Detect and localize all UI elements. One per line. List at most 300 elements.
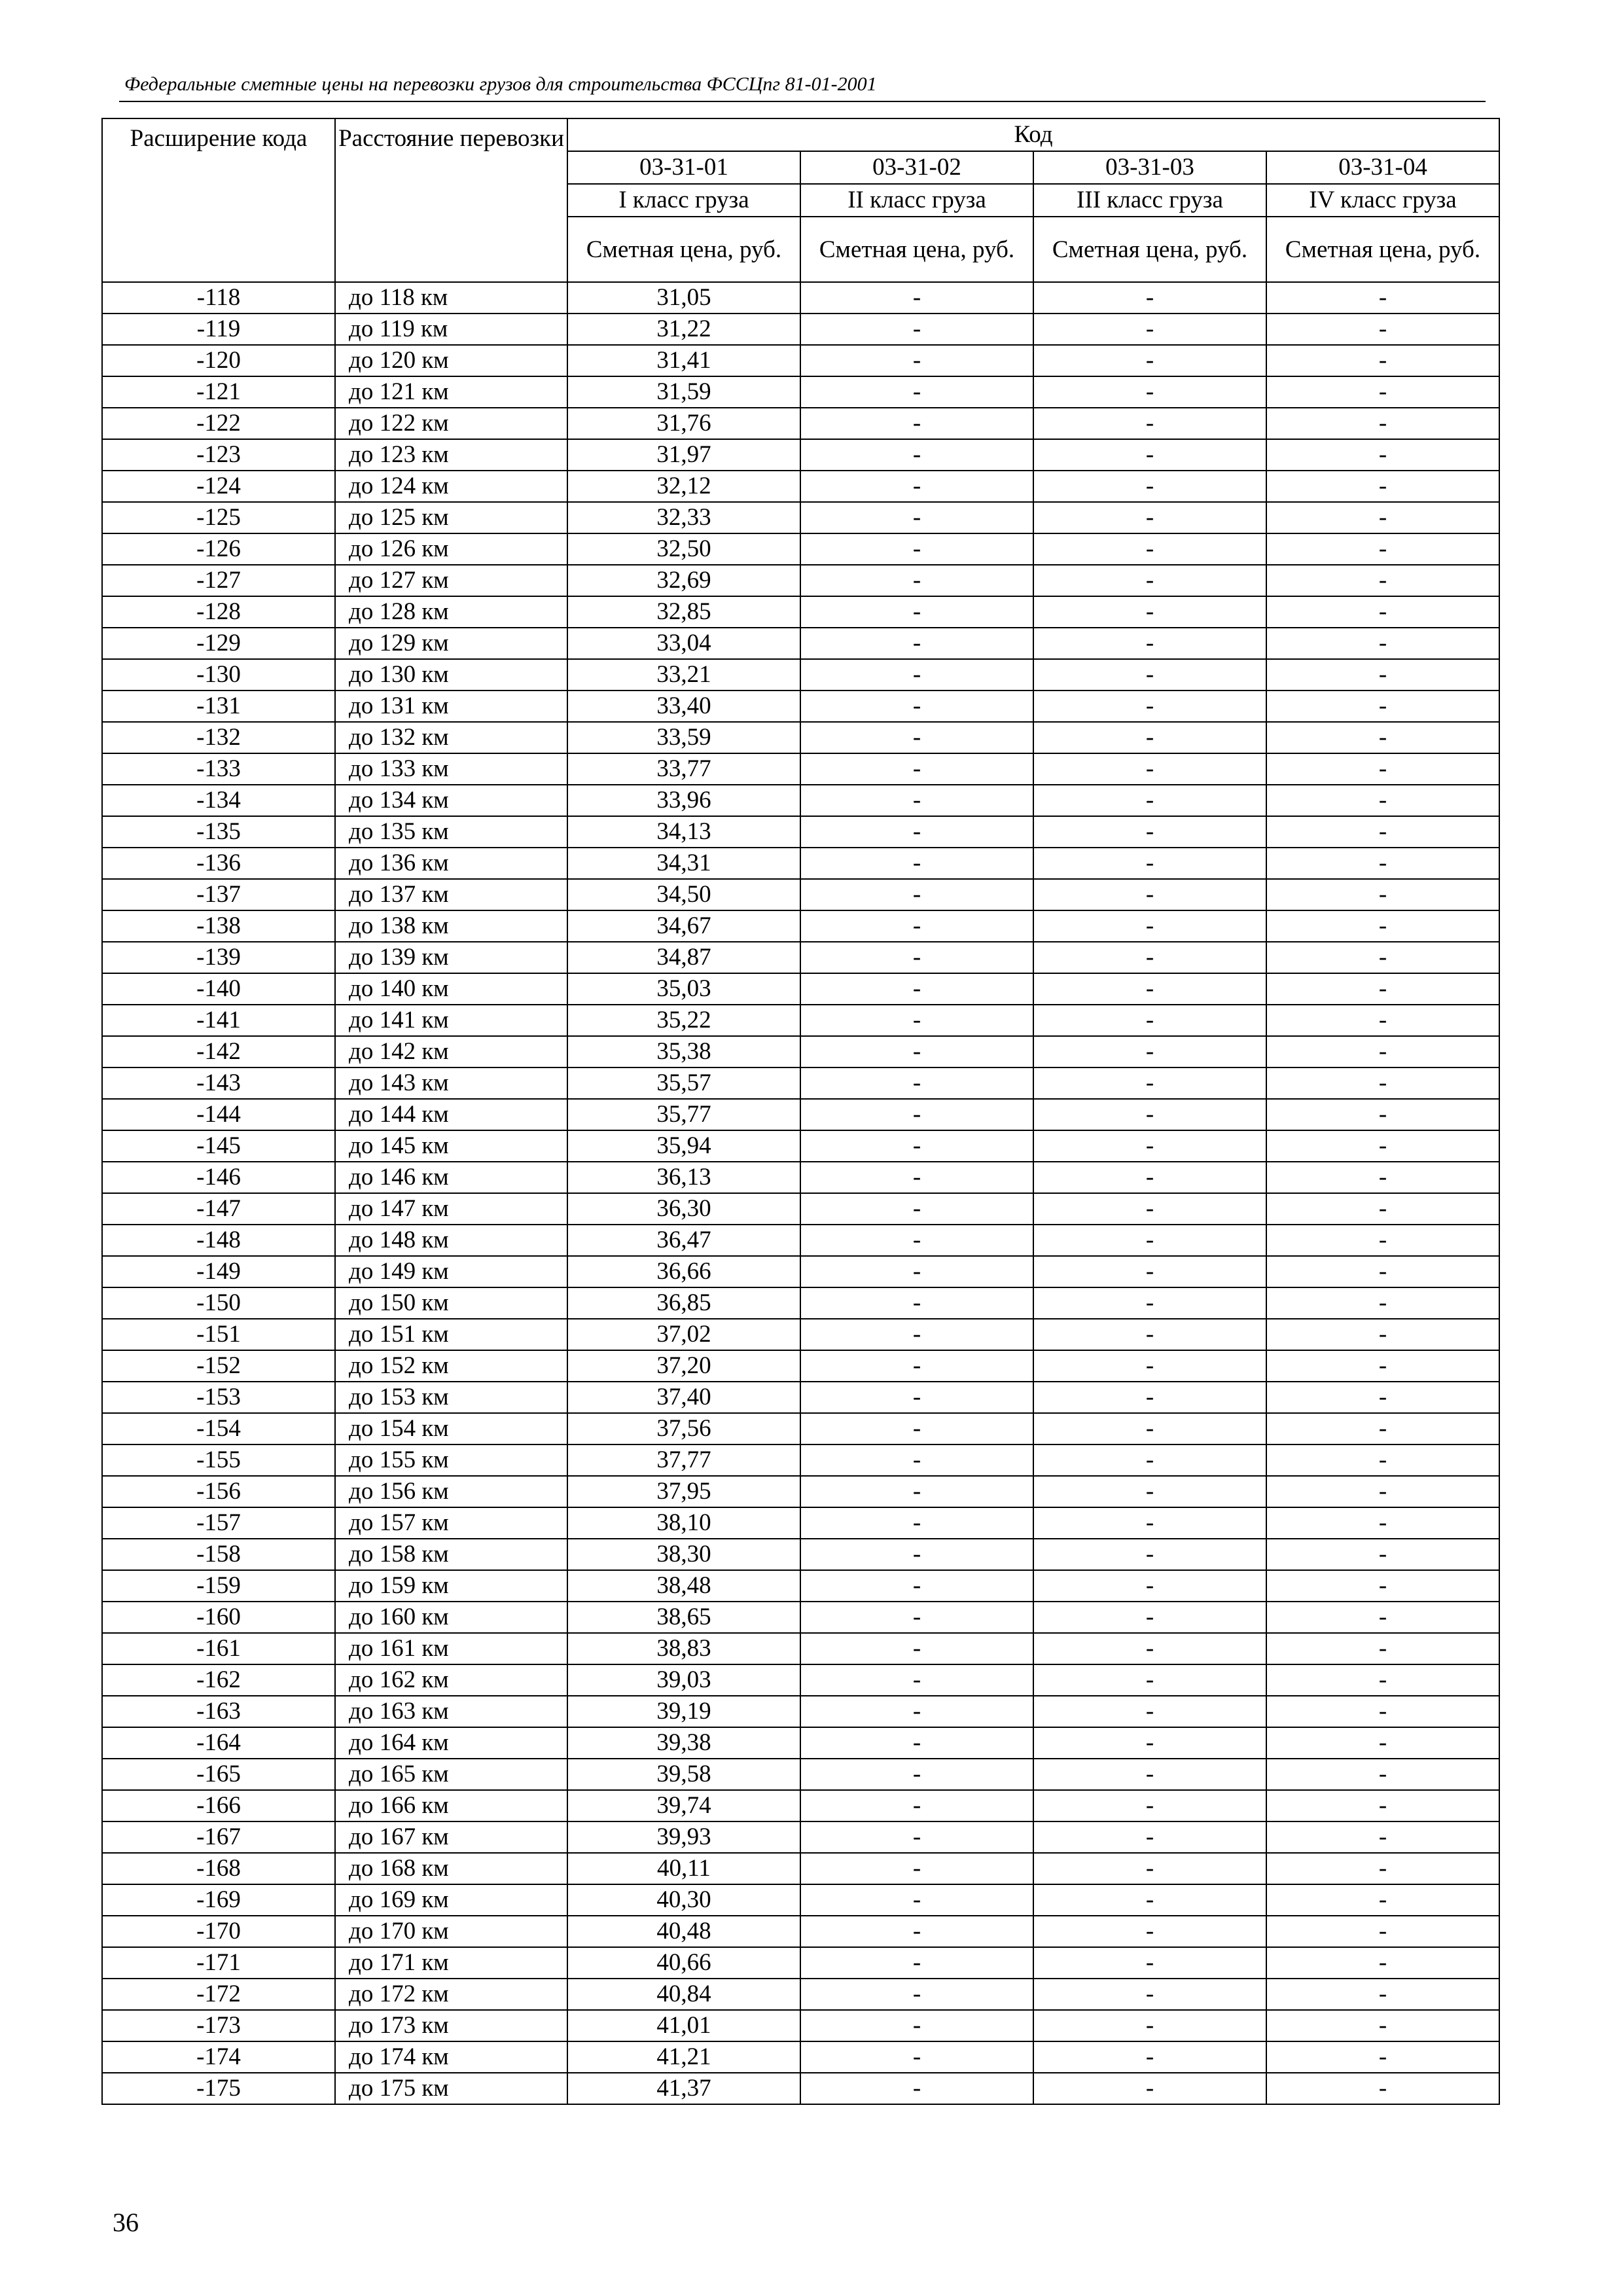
table-row <box>102 1853 1499 1884</box>
table-row <box>102 942 1499 973</box>
table-row <box>102 628 1499 659</box>
price-cell-class3: - <box>1033 1005 1266 1036</box>
table-row <box>102 1570 1499 1602</box>
class-header: III класс груза <box>1033 184 1266 217</box>
price-cell-class1: 38,10 <box>567 1507 800 1539</box>
table-row <box>102 1444 1499 1476</box>
price-cell-class3: - <box>1033 1916 1266 1947</box>
distance-cell: до 174 км <box>335 2041 567 2073</box>
price-cell-class1: 36,47 <box>567 1225 800 1256</box>
price-cell-class4: - <box>1266 565 1499 596</box>
price-cell-class2: - <box>800 1382 1033 1413</box>
price-cell-class2: - <box>800 1193 1033 1225</box>
price-cell-class3: - <box>1033 879 1266 910</box>
price-cell-class3: - <box>1033 1664 1266 1696</box>
price-cell-class4: - <box>1266 345 1499 376</box>
code-extension-cell: -130 <box>102 659 335 691</box>
price-cell-class3: - <box>1033 910 1266 942</box>
code-header: 03-31-02 <box>800 151 1033 184</box>
price-cell-class1: 33,21 <box>567 659 800 691</box>
table-row <box>102 1916 1499 1947</box>
table-row <box>102 439 1499 471</box>
price-cell-class4: - <box>1266 1225 1499 1256</box>
distance-cell: до 120 км <box>335 345 567 376</box>
price-cell-class1: 39,93 <box>567 1821 800 1853</box>
price-cell-class1: 39,74 <box>567 1790 800 1821</box>
price-cell-class3: - <box>1033 1947 1266 1979</box>
price-cell-class1: 36,66 <box>567 1256 800 1287</box>
price-cell-class4: - <box>1266 1633 1499 1664</box>
price-header: Сметная цена, руб. <box>800 217 1033 282</box>
table-body <box>102 282 1499 2104</box>
price-cell-class2: - <box>800 1413 1033 1444</box>
price-cell-class1: 34,87 <box>567 942 800 973</box>
code-extension-cell: -167 <box>102 1821 335 1853</box>
price-cell-class4: - <box>1266 1664 1499 1696</box>
distance-cell: до 152 км <box>335 1350 567 1382</box>
code-extension-cell: -169 <box>102 1884 335 1916</box>
code-extension-cell: -159 <box>102 1570 335 1602</box>
code-extension-cell: -119 <box>102 314 335 345</box>
code-extension-cell: -127 <box>102 565 335 596</box>
price-cell-class4: - <box>1266 1602 1499 1633</box>
class-header: IV класс груза <box>1266 184 1499 217</box>
code-extension-cell: -139 <box>102 942 335 973</box>
table-row <box>102 533 1499 565</box>
price-cell-class1: 32,85 <box>567 596 800 628</box>
distance-cell: до 154 км <box>335 1413 567 1444</box>
code-extension-cell: -141 <box>102 1005 335 1036</box>
price-cell-class2: - <box>800 596 1033 628</box>
table-row <box>102 345 1499 376</box>
distance-cell: до 166 км <box>335 1790 567 1821</box>
price-cell-class2: - <box>800 1664 1033 1696</box>
price-cell-class4: - <box>1266 1476 1499 1507</box>
price-cell-class4: - <box>1266 1350 1499 1382</box>
price-cell-class4: - <box>1266 910 1499 942</box>
distance-cell: до 134 км <box>335 785 567 816</box>
table-row <box>102 1821 1499 1853</box>
price-cell-class2: - <box>800 533 1033 565</box>
price-cell-class4: - <box>1266 1444 1499 1476</box>
distance-cell: до 175 км <box>335 2073 567 2104</box>
price-cell-class2: - <box>800 691 1033 722</box>
distance-cell: до 169 км <box>335 1884 567 1916</box>
table-row <box>102 1382 1499 1413</box>
price-cell-class4: - <box>1266 753 1499 785</box>
table-row <box>102 691 1499 722</box>
table-row <box>102 1979 1499 2010</box>
price-cell-class4: - <box>1266 314 1499 345</box>
price-cell-class1: 31,97 <box>567 439 800 471</box>
price-cell-class4: - <box>1266 1507 1499 1539</box>
table-row <box>102 722 1499 753</box>
price-cell-class4: - <box>1266 2073 1499 2104</box>
price-cell-class1: 41,21 <box>567 2041 800 2073</box>
code-extension-cell: -133 <box>102 753 335 785</box>
price-cell-class1: 34,13 <box>567 816 800 848</box>
code-extension-cell: -132 <box>102 722 335 753</box>
distance-cell: до 129 км <box>335 628 567 659</box>
table-row <box>102 471 1499 502</box>
price-cell-class4: - <box>1266 879 1499 910</box>
price-cell-class2: - <box>800 1821 1033 1853</box>
distance-cell: до 143 км <box>335 1067 567 1099</box>
distance-cell: до 140 км <box>335 973 567 1005</box>
price-cell-class1: 35,38 <box>567 1036 800 1067</box>
table-row <box>102 1067 1499 1099</box>
price-cell-class3: - <box>1033 1444 1266 1476</box>
code-extension-cell: -129 <box>102 628 335 659</box>
code-extension-cell: -168 <box>102 1853 335 1884</box>
table-row <box>102 1476 1499 1507</box>
col-header-distance: Расстояние перевозки <box>335 118 567 282</box>
code-extension-cell: -162 <box>102 1664 335 1696</box>
price-cell-class1: 38,83 <box>567 1633 800 1664</box>
distance-cell: до 157 км <box>335 1507 567 1539</box>
table-row <box>102 848 1499 879</box>
code-extension-cell: -118 <box>102 282 335 314</box>
price-cell-class2: - <box>800 1350 1033 1382</box>
code-extension-cell: -136 <box>102 848 335 879</box>
price-cell-class2: - <box>800 1287 1033 1319</box>
price-cell-class1: 32,12 <box>567 471 800 502</box>
price-cell-class3: - <box>1033 659 1266 691</box>
price-cell-class3: - <box>1033 533 1266 565</box>
price-cell-class1: 39,38 <box>567 1727 800 1759</box>
price-cell-class1: 39,58 <box>567 1759 800 1790</box>
table-row <box>102 659 1499 691</box>
price-cell-class4: - <box>1266 1067 1499 1099</box>
table-row <box>102 1162 1499 1193</box>
distance-cell: до 127 км <box>335 565 567 596</box>
price-table <box>101 118 1500 2105</box>
price-cell-class4: - <box>1266 1130 1499 1162</box>
price-cell-class3: - <box>1033 1884 1266 1916</box>
price-cell-class3: - <box>1033 816 1266 848</box>
code-extension-cell: -128 <box>102 596 335 628</box>
price-cell-class2: - <box>800 1067 1033 1099</box>
price-cell-class3: - <box>1033 1350 1266 1382</box>
price-cell-class1: 35,03 <box>567 973 800 1005</box>
price-cell-class3: - <box>1033 1539 1266 1570</box>
price-cell-class2: - <box>800 1005 1033 1036</box>
table-row <box>102 314 1499 345</box>
price-cell-class1: 31,22 <box>567 314 800 345</box>
code-extension-cell: -137 <box>102 879 335 910</box>
code-extension-cell: -161 <box>102 1633 335 1664</box>
table-row <box>102 1350 1499 1382</box>
distance-cell: до 159 км <box>335 1570 567 1602</box>
price-cell-class3: - <box>1033 408 1266 439</box>
price-cell-class1: 35,77 <box>567 1099 800 1130</box>
price-cell-class4: - <box>1266 2041 1499 2073</box>
price-cell-class2: - <box>800 1727 1033 1759</box>
price-cell-class1: 40,84 <box>567 1979 800 2010</box>
price-cell-class1: 36,30 <box>567 1193 800 1225</box>
code-extension-cell: -131 <box>102 691 335 722</box>
distance-cell: до 118 км <box>335 282 567 314</box>
table-row <box>102 753 1499 785</box>
header-rule <box>119 101 1486 102</box>
table-row <box>102 879 1499 910</box>
price-cell-class2: - <box>800 2041 1033 2073</box>
price-cell-class4: - <box>1266 848 1499 879</box>
price-cell-class2: - <box>800 345 1033 376</box>
price-cell-class1: 33,40 <box>567 691 800 722</box>
price-cell-class2: - <box>800 2010 1033 2041</box>
price-cell-class4: - <box>1266 376 1499 408</box>
distance-cell: до 125 км <box>335 502 567 533</box>
code-extension-cell: -121 <box>102 376 335 408</box>
price-cell-class2: - <box>800 942 1033 973</box>
distance-cell: до 160 км <box>335 1602 567 1633</box>
distance-cell: до 132 км <box>335 722 567 753</box>
price-cell-class1: 33,59 <box>567 722 800 753</box>
price-cell-class4: - <box>1266 533 1499 565</box>
price-cell-class2: - <box>800 1256 1033 1287</box>
distance-cell: до 137 км <box>335 879 567 910</box>
price-cell-class3: - <box>1033 1853 1266 1884</box>
price-cell-class3: - <box>1033 1162 1266 1193</box>
price-cell-class2: - <box>800 722 1033 753</box>
code-extension-cell: -145 <box>102 1130 335 1162</box>
price-cell-class1: 38,48 <box>567 1570 800 1602</box>
price-cell-class3: - <box>1033 596 1266 628</box>
price-cell-class2: - <box>800 314 1033 345</box>
code-extension-cell: -135 <box>102 816 335 848</box>
code-extension-cell: -147 <box>102 1193 335 1225</box>
price-cell-class2: - <box>800 1444 1033 1476</box>
price-cell-class2: - <box>800 1570 1033 1602</box>
price-cell-class3: - <box>1033 439 1266 471</box>
price-cell-class2: - <box>800 2073 1033 2104</box>
code-extension-cell: -157 <box>102 1507 335 1539</box>
code-header: 03-31-04 <box>1266 151 1499 184</box>
distance-cell: до 122 км <box>335 408 567 439</box>
price-cell-class3: - <box>1033 1507 1266 1539</box>
code-extension-cell: -156 <box>102 1476 335 1507</box>
price-cell-class1: 34,67 <box>567 910 800 942</box>
price-cell-class1: 32,69 <box>567 565 800 596</box>
table-row <box>102 1130 1499 1162</box>
price-cell-class3: - <box>1033 1225 1266 1256</box>
distance-cell: до 149 км <box>335 1256 567 1287</box>
code-extension-cell: -170 <box>102 1916 335 1947</box>
distance-cell: до 126 км <box>335 533 567 565</box>
price-cell-class4: - <box>1266 502 1499 533</box>
price-cell-class4: - <box>1266 439 1499 471</box>
price-cell-class2: - <box>800 753 1033 785</box>
price-cell-class4: - <box>1266 816 1499 848</box>
code-extension-cell: -124 <box>102 471 335 502</box>
price-cell-class4: - <box>1266 785 1499 816</box>
code-extension-cell: -140 <box>102 973 335 1005</box>
distance-cell: до 146 км <box>335 1162 567 1193</box>
price-cell-class4: - <box>1266 1287 1499 1319</box>
page-number: 36 <box>113 2208 139 2237</box>
table-row <box>102 816 1499 848</box>
price-cell-class4: - <box>1266 471 1499 502</box>
distance-cell: до 171 км <box>335 1947 567 1979</box>
table-row <box>102 1099 1499 1130</box>
col-header-extension: Расширение кода <box>102 118 335 282</box>
code-extension-cell: -155 <box>102 1444 335 1476</box>
table-row <box>102 1664 1499 1696</box>
price-cell-class3: - <box>1033 1759 1266 1790</box>
table-row <box>102 1225 1499 1256</box>
price-cell-class4: - <box>1266 722 1499 753</box>
distance-cell: до 145 км <box>335 1130 567 1162</box>
price-cell-class2: - <box>800 1979 1033 2010</box>
distance-cell: до 172 км <box>335 1979 567 2010</box>
class-header: II класс груза <box>800 184 1033 217</box>
price-cell-class3: - <box>1033 973 1266 1005</box>
distance-cell: до 158 км <box>335 1539 567 1570</box>
price-cell-class4: - <box>1266 1570 1499 1602</box>
distance-cell: до 173 км <box>335 2010 567 2041</box>
price-cell-class3: - <box>1033 942 1266 973</box>
price-cell-class1: 31,05 <box>567 282 800 314</box>
price-cell-class1: 35,22 <box>567 1005 800 1036</box>
price-header: Сметная цена, руб. <box>1033 217 1266 282</box>
price-cell-class4: - <box>1266 973 1499 1005</box>
distance-cell: до 124 км <box>335 471 567 502</box>
col-header-code: Код <box>567 118 1499 151</box>
table-row <box>102 1696 1499 1727</box>
table-row <box>102 376 1499 408</box>
price-cell-class2: - <box>800 659 1033 691</box>
price-cell-class3: - <box>1033 1130 1266 1162</box>
price-cell-class3: - <box>1033 1727 1266 1759</box>
distance-cell: до 130 км <box>335 659 567 691</box>
price-cell-class4: - <box>1266 1821 1499 1853</box>
price-cell-class2: - <box>800 1099 1033 1130</box>
distance-cell: до 162 км <box>335 1664 567 1696</box>
table-row <box>102 1319 1499 1350</box>
table-row <box>102 408 1499 439</box>
table-row <box>102 2073 1499 2104</box>
code-extension-cell: -172 <box>102 1979 335 2010</box>
table-row <box>102 282 1499 314</box>
price-cell-class3: - <box>1033 722 1266 753</box>
distance-cell: до 151 км <box>335 1319 567 1350</box>
price-cell-class3: - <box>1033 1476 1266 1507</box>
price-cell-class1: 41,01 <box>567 2010 800 2041</box>
code-extension-cell: -154 <box>102 1413 335 1444</box>
price-cell-class1: 39,19 <box>567 1696 800 1727</box>
distance-cell: до 131 км <box>335 691 567 722</box>
price-cell-class1: 35,94 <box>567 1130 800 1162</box>
price-cell-class3: - <box>1033 1256 1266 1287</box>
table-row <box>102 1947 1499 1979</box>
price-cell-class2: - <box>800 1633 1033 1664</box>
table-row <box>102 565 1499 596</box>
code-extension-cell: -144 <box>102 1099 335 1130</box>
price-cell-class4: - <box>1266 942 1499 973</box>
price-cell-class4: - <box>1266 691 1499 722</box>
price-cell-class3: - <box>1033 1570 1266 1602</box>
price-cell-class4: - <box>1266 1539 1499 1570</box>
price-cell-class1: 40,11 <box>567 1853 800 1884</box>
distance-cell: до 168 км <box>335 1853 567 1884</box>
code-extension-cell: -163 <box>102 1696 335 1727</box>
price-cell-class1: 31,59 <box>567 376 800 408</box>
table-row <box>102 1539 1499 1570</box>
price-cell-class1: 40,48 <box>567 1916 800 1947</box>
distance-cell: до 139 км <box>335 942 567 973</box>
price-cell-class2: - <box>800 1130 1033 1162</box>
price-cell-class1: 39,03 <box>567 1664 800 1696</box>
price-cell-class2: - <box>800 1759 1033 1790</box>
price-cell-class1: 32,33 <box>567 502 800 533</box>
table-row <box>102 1507 1499 1539</box>
class-header: I класс груза <box>567 184 800 217</box>
price-cell-class2: - <box>800 565 1033 596</box>
price-cell-class1: 37,77 <box>567 1444 800 1476</box>
price-cell-class2: - <box>800 1853 1033 1884</box>
code-extension-cell: -175 <box>102 2073 335 2104</box>
price-cell-class3: - <box>1033 345 1266 376</box>
table-row <box>102 1005 1499 1036</box>
code-header: 03-31-03 <box>1033 151 1266 184</box>
distance-cell: до 121 км <box>335 376 567 408</box>
price-cell-class1: 38,30 <box>567 1539 800 1570</box>
price-cell-class3: - <box>1033 565 1266 596</box>
distance-cell: до 164 км <box>335 1727 567 1759</box>
code-extension-cell: -152 <box>102 1350 335 1382</box>
table-row <box>102 1256 1499 1287</box>
price-cell-class1: 41,37 <box>567 2073 800 2104</box>
price-cell-class1: 38,65 <box>567 1602 800 1633</box>
price-cell-class1: 40,66 <box>567 1947 800 1979</box>
price-cell-class1: 32,50 <box>567 533 800 565</box>
price-cell-class4: - <box>1266 1256 1499 1287</box>
price-cell-class2: - <box>800 502 1033 533</box>
price-cell-class4: - <box>1266 1162 1499 1193</box>
table-row <box>102 1193 1499 1225</box>
code-extension-cell: -146 <box>102 1162 335 1193</box>
price-cell-class1: 37,56 <box>567 1413 800 1444</box>
price-cell-class3: - <box>1033 1979 1266 2010</box>
price-cell-class3: - <box>1033 282 1266 314</box>
code-extension-cell: -165 <box>102 1759 335 1790</box>
price-cell-class2: - <box>800 910 1033 942</box>
distance-cell: до 156 км <box>335 1476 567 1507</box>
distance-cell: до 155 км <box>335 1444 567 1476</box>
price-cell-class2: - <box>800 973 1033 1005</box>
distance-cell: до 167 км <box>335 1821 567 1853</box>
distance-cell: до 148 км <box>335 1225 567 1256</box>
code-extension-cell: -123 <box>102 439 335 471</box>
price-cell-class2: - <box>800 1225 1033 1256</box>
price-cell-class1: 37,95 <box>567 1476 800 1507</box>
price-cell-class4: - <box>1266 1099 1499 1130</box>
price-cell-class4: - <box>1266 1979 1499 2010</box>
code-extension-cell: -125 <box>102 502 335 533</box>
price-cell-class3: - <box>1033 753 1266 785</box>
code-extension-cell: -148 <box>102 1225 335 1256</box>
price-cell-class1: 40,30 <box>567 1884 800 1916</box>
price-cell-class3: - <box>1033 1382 1266 1413</box>
distance-cell: до 161 км <box>335 1633 567 1664</box>
distance-cell: до 128 км <box>335 596 567 628</box>
price-cell-class3: - <box>1033 1319 1266 1350</box>
distance-cell: до 163 км <box>335 1696 567 1727</box>
price-cell-class3: - <box>1033 1602 1266 1633</box>
price-cell-class2: - <box>800 439 1033 471</box>
price-cell-class4: - <box>1266 282 1499 314</box>
